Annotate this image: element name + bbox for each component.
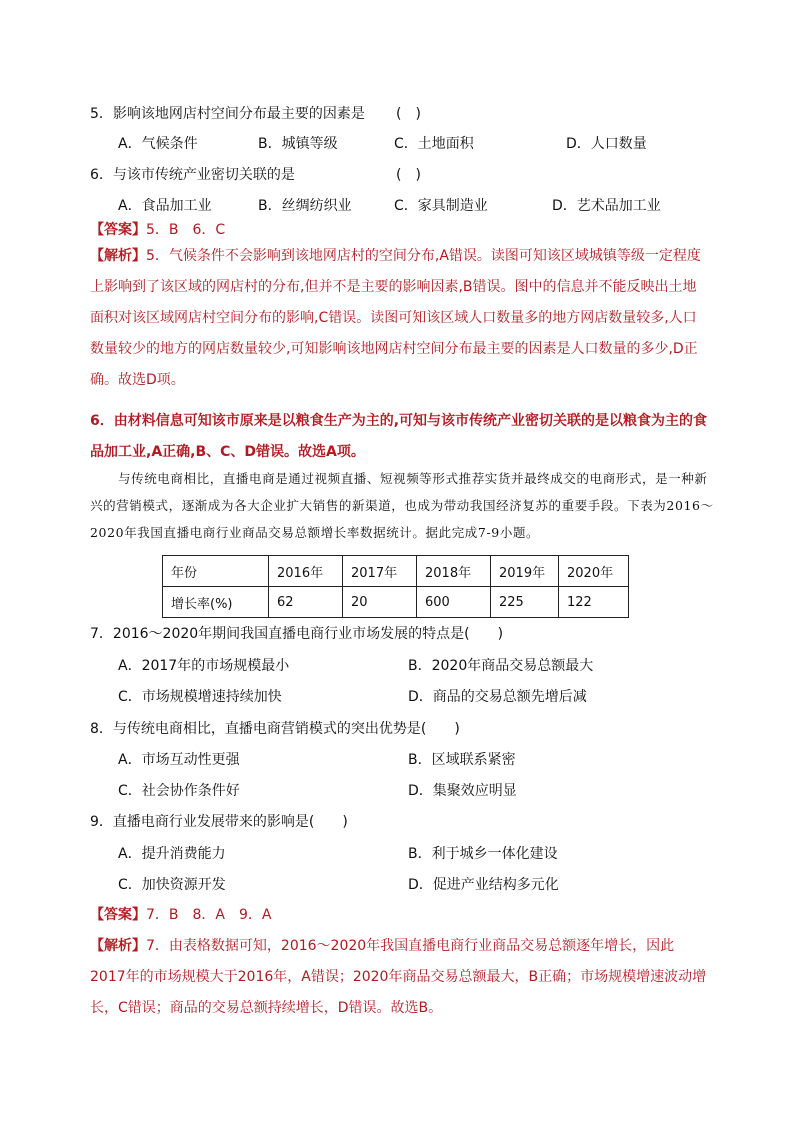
question-6-option-b: B．丝绸纺织业 — [258, 198, 352, 214]
question-6-option-c: C．家具制造业 — [394, 198, 488, 214]
table-header-cell: 2020年 — [559, 556, 629, 587]
question-5-option-d: D．人口数量 — [566, 136, 647, 152]
question-6-option-d: D．艺术品加工业 — [552, 198, 661, 214]
answer-text: 7．B 8．A 9．A — [146, 907, 272, 923]
question-8-option-c: C．社会协作条件好 — [118, 783, 240, 799]
question-8-option-b: B．区域联系紧密 — [408, 752, 516, 768]
question-7-option-a: A．2017年的市场规模最小 — [118, 658, 290, 674]
analysis-7-text: 7．由表格数据可知，2016～2020年我国直播电商行业商品交易总额逐年增长，因此2017年的市场规模大于2016年，A错误；2020年商品交易总额最大，B正确；市场规模增速波动增长，C错误；商品的交易总额持续增长，D错误。故选B。 — [90, 938, 707, 1016]
answer-5-6 — [90, 220, 710, 240]
question-7-option-d: D．商品的交易总额先增后减 — [408, 689, 587, 705]
answer-7-9 — [90, 905, 710, 925]
answer-tag: 【答案】 — [90, 222, 146, 238]
question-7-stem: 7．2016～2020年期间我国直播电商行业市场发展的特点是( ) — [90, 626, 504, 642]
table-row — [163, 587, 629, 618]
question-9-option-a: A．提升消费能力 — [118, 846, 226, 862]
table-cell: 20 — [343, 587, 417, 618]
question-8-option-a: A．市场互动性更强 — [118, 752, 240, 768]
question-9-option-d: D．促进产业结构多元化 — [408, 877, 559, 893]
question-8-stem: 8．与传统电商相比，直播电商营销模式的突出优势是( ) — [90, 721, 460, 737]
table-header-cell: 2017年 — [343, 556, 417, 587]
question-7-option-b: B．2020年商品交易总额最大 — [408, 658, 594, 674]
analysis-5-text: 5．气候条件不会影响到该地网店村的空间分布,A错误。读图可知该区域城镇等级一定程度上影响到了该区域的网店村的分布,但并不是主要的影响因素,B错误。图中的信息并不能反映出土地面积对该区域网店村空间分布的影响,C错误。读图可知该区域人口数量多的地方网店数量较多,人口数量较少的地方的网店数量较少,可知影响该地网店村空间分布最主要的因素是人口数量的多少,D正确。故选D项。 — [90, 248, 701, 388]
analysis-6: 6．由材料信息可知该市原来是以粮食生产为主的,可知与该市传统产业密切关联的是以粮食为主的食品加工业,A正确,B、C、D错误。故选A项。 — [90, 413, 708, 460]
question-9-stem: 9．直播电商行业发展带来的影响是( ) — [90, 814, 348, 830]
table-cell: 600 — [417, 587, 491, 618]
table-header-cell: 2018年 — [417, 556, 491, 587]
analysis-7 — [90, 931, 708, 1026]
answer-text: 5．B 6．C — [146, 222, 226, 238]
material-text: 与传统电商相比，直播电商是通过视频直播、短视频等形式推荐实货并最终成交的电商形式，是一种新兴的营销模式，逐渐成为各大企业扩大销售的新渠道，也成为带动我国经济复苏的重要手段。下表为2016～2020年我国直播电商行业商品交易总额增长率数据统计。据此完成7-9小题。 — [90, 471, 714, 540]
table-cell: 122 — [559, 587, 629, 618]
question-5-option-a: A．气候条件 — [118, 136, 198, 152]
table-row-label: 增长率(%) — [163, 587, 269, 618]
question-6-option-a: A．食品加工业 — [118, 198, 212, 214]
analysis-5 — [90, 241, 708, 396]
table-header-row — [163, 556, 629, 587]
table-header-cell: 2016年 — [269, 556, 343, 587]
analysis-tag: 【解析】 — [90, 938, 146, 954]
question-5-stem: 5．影响该地网店村空间分布最主要的因素是 — [90, 106, 365, 122]
question-9-option-b: B．利于城乡一体化建设 — [408, 846, 558, 862]
growth-rate-table — [162, 555, 629, 618]
table-cell: 225 — [491, 587, 559, 618]
question-6-answer-bracket: ( ) — [396, 167, 421, 183]
question-8-option-d: D．集聚效应明显 — [408, 783, 517, 799]
table-header-cell: 2019年 — [491, 556, 559, 587]
analysis-tag: 【解析】 — [90, 248, 146, 264]
table-header-cell: 年份 — [163, 556, 269, 587]
question-5-answer-bracket: ( ) — [396, 106, 421, 122]
question-5-option-c: C．土地面积 — [394, 136, 474, 152]
question-6-stem: 6．与该市传统产业密切关联的是 — [90, 167, 295, 183]
table-cell: 62 — [269, 587, 343, 618]
question-9-option-c: C．加快资源开发 — [118, 877, 226, 893]
question-7-option-c: C．市场规模增速持续加快 — [118, 689, 282, 705]
answer-tag: 【答案】 — [90, 907, 146, 923]
question-5-option-b: B．城镇等级 — [258, 136, 338, 152]
